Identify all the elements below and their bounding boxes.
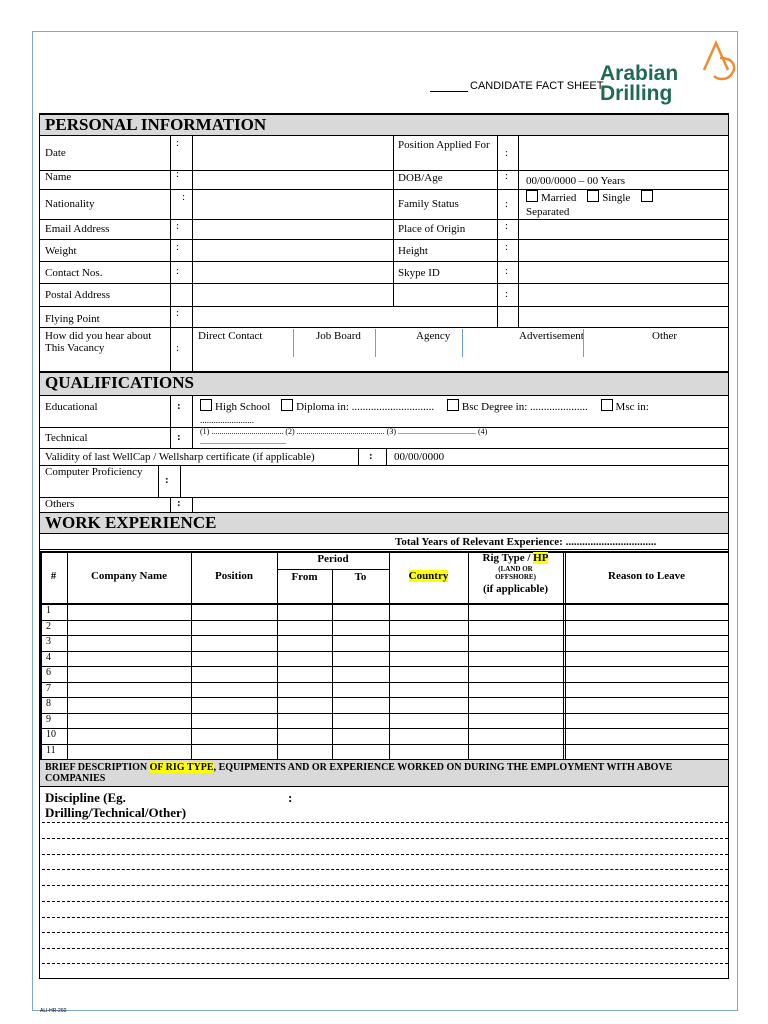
col-header-company: Company Name <box>90 570 168 582</box>
table-row-divider <box>40 728 728 729</box>
table-row-divider <box>40 620 728 621</box>
hear-option-agency: Agency <box>416 330 451 342</box>
table-row-divider <box>40 651 728 652</box>
description-line[interactable] <box>42 932 728 933</box>
row-number: 11 <box>46 744 56 756</box>
discipline-colon: : <box>288 790 293 805</box>
discipline-label: Discipline (Eg. Drilling/Technical/Other) <box>45 790 187 820</box>
diploma-checkbox[interactable] <box>281 399 293 411</box>
label-nationality: Nationality <box>45 198 95 210</box>
single-checkbox[interactable] <box>587 190 599 202</box>
colon: : <box>505 147 509 159</box>
colon: : <box>505 288 509 300</box>
colon: : <box>176 220 180 232</box>
qualifications-heading: QUALIFICATIONS <box>40 372 728 396</box>
description-line[interactable] <box>42 822 728 823</box>
row-number: 1 <box>46 605 51 616</box>
col-header-from: From <box>291 571 318 583</box>
label-educational: Educational <box>45 401 98 413</box>
bsc-checkbox[interactable] <box>447 399 459 411</box>
col-header-reason: Reason to Leave <box>608 570 685 582</box>
colon: : <box>177 400 181 412</box>
personal-information-heading: PERSONAL INFORMATION <box>40 114 728 136</box>
description-line[interactable] <box>42 963 728 964</box>
colon: : <box>176 168 180 180</box>
description-line[interactable] <box>42 917 728 918</box>
married-label: Married <box>541 192 577 204</box>
technical-line-1: (1) .................................... (2) ............................................ (3) ....................................... (4) <box>200 427 488 436</box>
colon: : <box>176 265 180 277</box>
label-technical: Technical <box>45 432 88 444</box>
brief-description-text <box>45 762 721 784</box>
table-row-divider <box>40 635 728 636</box>
document-title <box>430 80 630 92</box>
colon: : <box>505 198 509 210</box>
colon: : <box>176 342 180 354</box>
colon: : <box>177 431 181 443</box>
description-line[interactable] <box>42 885 728 886</box>
logo-line-arabian: Arabian <box>600 62 679 85</box>
col-header-to: To <box>354 571 367 583</box>
row-number: 2 <box>46 620 51 632</box>
label-how-hear: How did you hear about This Vacancy <box>45 330 152 354</box>
hear-option-jobboard: Job Board <box>316 330 361 342</box>
msc-label: Msc in: <box>615 401 649 413</box>
label-position-applied: Position Applied For <box>398 139 490 151</box>
form-code: ALI-HR-260 <box>40 1008 67 1014</box>
married-checkbox[interactable] <box>526 190 538 202</box>
label-place-origin: Place of Origin <box>398 223 466 235</box>
hear-option-other: Other <box>652 330 678 342</box>
colon: : <box>176 307 180 319</box>
if-applicable-label: (if applicable) <box>482 583 549 595</box>
hp-label: HP <box>533 552 549 564</box>
document-title-text: CANDIDATE FACT SHEET <box>470 80 604 92</box>
land-offshore-label: (LAND OR OFFSHORE) <box>495 565 536 581</box>
validity-value: 00/00/0000 <box>394 451 445 463</box>
table-row-divider <box>40 682 728 683</box>
table-row-divider <box>40 744 728 745</box>
label-email: Email Address <box>45 223 110 235</box>
hear-option-advertisement: Advertisement <box>519 330 584 342</box>
row-number: 3 <box>46 636 51 647</box>
label-family-status: Family Status <box>398 198 459 210</box>
educational-dots: ........................ <box>200 415 254 425</box>
col-header-rig-type <box>468 552 563 596</box>
bsc-label: Bsc Degree in: ..................... <box>461 401 588 413</box>
brief-text-b: , EQUIPMENTS AND OR EXPERIENCE WORKED ON DURING THE EMPLOYMENT WITH ABOVE COMPANIES <box>45 762 673 784</box>
col-header-position: Position <box>215 570 253 582</box>
label-computer-proficiency: Computer Proficiency <box>45 466 143 478</box>
col-header-number: # <box>50 570 57 582</box>
colon: : <box>165 474 169 486</box>
brief-text-a: BRIEF DESCRIPTION <box>45 762 150 773</box>
label-postal: Postal Address <box>45 289 111 301</box>
table-row-divider <box>40 697 728 698</box>
table-row-divider <box>40 666 728 667</box>
label-contact: Contact Nos. <box>45 267 103 279</box>
description-line[interactable] <box>42 901 728 902</box>
high-school-checkbox[interactable] <box>200 399 212 411</box>
technical-line-2: ........................................... <box>200 437 286 446</box>
brief-description-banner <box>40 759 728 787</box>
high-school-label: High School <box>215 401 271 413</box>
hear-option-direct: Direct Contact <box>198 330 263 342</box>
colon: : <box>176 241 180 253</box>
label-height: Height <box>398 245 428 257</box>
diploma-label: Diploma in: .............................. <box>296 401 435 413</box>
row-number: 4 <box>46 651 51 663</box>
label-flying-point: Flying Point <box>45 313 100 325</box>
colon: : <box>182 191 186 203</box>
description-line[interactable] <box>42 869 728 870</box>
label-validity: Validity of last WellCap / Wellsharp certificate (if applicable) <box>45 451 315 463</box>
brief-text-highlight: OF RIG TYPE <box>149 762 214 773</box>
dob-age-value: 00/00/0000 – 00 Years <box>526 175 626 187</box>
col-header-country <box>389 570 468 582</box>
country-label: Country <box>408 570 449 582</box>
row-number: 6 <box>46 667 51 678</box>
row-number: 9 <box>46 713 51 725</box>
row-number: 8 <box>46 698 51 709</box>
fact-sheet-form <box>39 113 729 979</box>
educational-options <box>200 399 649 413</box>
col-header-period: Period <box>317 553 349 565</box>
separated-checkbox[interactable] <box>641 190 653 202</box>
row-number: 10 <box>46 729 56 740</box>
colon: : <box>369 450 373 462</box>
colon: : <box>505 265 509 277</box>
label-skype: Skype ID <box>398 267 440 279</box>
label-dob-age: DOB/Age <box>398 172 443 184</box>
label-date: Date <box>45 147 66 159</box>
colon: : <box>505 220 509 232</box>
colon: : <box>177 497 181 509</box>
msc-checkbox[interactable] <box>601 399 613 411</box>
description-line[interactable] <box>42 948 728 949</box>
row-number: 7 <box>46 682 51 694</box>
work-experience-heading: WORK EXPERIENCE <box>40 512 728 534</box>
colon: : <box>505 170 509 182</box>
description-line[interactable] <box>42 854 728 855</box>
rig-type-label: Rig Type / <box>482 552 534 564</box>
description-line[interactable] <box>42 838 728 839</box>
colon: : <box>176 137 180 149</box>
family-status-options <box>526 190 656 204</box>
label-weight: Weight <box>45 245 77 257</box>
separated-label: Separated <box>526 206 570 218</box>
colon: : <box>505 241 509 253</box>
single-label: Single <box>602 192 631 204</box>
logo-line-drilling: Drilling <box>600 82 673 105</box>
table-row-divider <box>40 713 728 714</box>
label-name: Name <box>45 171 72 183</box>
total-years-experience: Total Years of Relevant Experience: ................................. <box>395 536 657 548</box>
label-others: Others <box>45 498 75 510</box>
